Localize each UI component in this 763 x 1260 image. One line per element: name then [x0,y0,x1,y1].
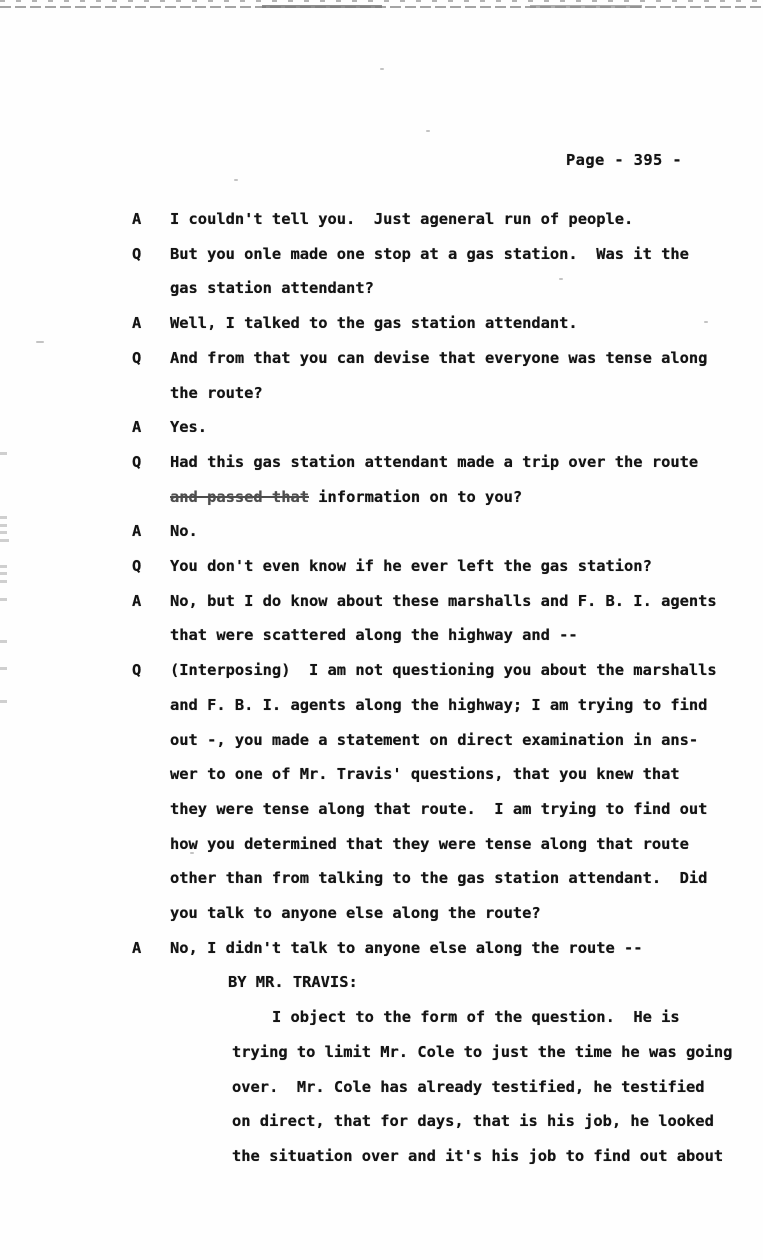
line-text: And from that you can devise that everyone was tense along [170,348,708,367]
line-text: (Interposing) I am not questioning you about the marshalls [170,661,717,680]
line-text: that were scattered along the highway and -- [170,626,578,645]
scan-artifact-top-dots [0,0,763,2]
transcript-line [0,237,763,272]
speaker-label: A [132,522,142,541]
transcript-line [0,445,763,480]
scan-artifact-top-dark-segment [262,5,382,8]
speaker-label: Q [132,452,142,471]
transcript-line [0,653,763,688]
transcript-line [0,584,763,619]
speaker-label: Q [132,348,142,367]
line-text: Had this gas station attendant made a trip over the route [170,452,699,471]
scan-speck [380,68,384,70]
transcript-line [0,1104,763,1139]
scan-speck [426,130,430,132]
transcript-line [0,792,763,827]
transcript-line [0,376,763,411]
line-text: and F. B. I. agents along the highway; I am trying to find [170,695,708,714]
line-text: But you onle made one stop at a gas station. Was it the [170,244,689,263]
speaker-label: A [132,418,142,437]
transcript-line [0,480,763,515]
transcript-line [0,1070,763,1105]
line-text: No. [170,522,198,541]
transcript-line [0,688,763,723]
scan-speck [234,179,238,181]
speaker-label: Q [132,661,142,680]
transcript-line [0,271,763,306]
line-text: You don't even know if he ever left the gas station? [170,557,652,576]
line-text: I object to the form of the question. He is [272,1008,680,1027]
transcript-line [0,931,763,966]
line-text: over. Mr. Cole has already testified, he testified [232,1077,705,1096]
line-text: on direct, that for days, that is his job, he looked [232,1112,714,1131]
speaker-label: A [132,210,142,228]
line-text: I couldn't tell you. Just ageneral run of people. [170,210,634,228]
transcript-line [0,1000,763,1035]
line-text: other than from talking to the gas station attendant. Did [170,869,708,888]
transcript-line [0,202,763,237]
speaker-label: A [132,314,142,333]
transcript-line [0,723,763,758]
speaker-label: Q [132,244,142,263]
transcript-line [0,861,763,896]
line-text: out -, you made a statement on direct examination in ans- [170,730,699,749]
transcript-line [0,896,763,931]
line-text: gas station attendant? [170,279,374,298]
line-text: Well, I talked to the gas station attendant. [170,314,578,333]
line-text: No, but I do know about these marshalls and F. B. I. agents [170,591,717,610]
transcript-line [0,341,763,376]
transcript-line [0,306,763,341]
scan-artifact-top-dark-segment [530,5,642,8]
page-number: Page - 395 - [566,151,682,169]
transcript-line [0,1139,763,1174]
speaker-label: Q [132,557,142,576]
transcript-line [0,827,763,862]
transcript-line [0,410,763,445]
line-text: the route? [170,383,263,402]
speaker-label: A [132,938,142,957]
line-text: Yes. [170,418,208,437]
transcript-line [0,1035,763,1070]
line-text: BY MR. TRAVIS: [228,973,358,992]
line-text: trying to limit Mr. Cole to just the time he was going [232,1042,733,1061]
transcript-line [0,618,763,653]
transcript-line [0,549,763,584]
line-text: they were tense along that route. I am trying to find out [170,799,708,818]
transcript-line [0,514,763,549]
line-text: you talk to anyone else along the route? [170,904,541,923]
line-text: wer to one of Mr. Travis' questions, that you knew that [170,765,680,784]
line-text: the situation over and it's his job to find out about [232,1146,724,1165]
speaker-label: A [132,591,142,610]
line-text: how you determined that they were tense along that route [170,834,689,853]
line-text: No, I didn't talk to anyone else along the route -- [170,938,643,957]
transcript-line [0,757,763,792]
transcript-line [0,965,763,1000]
transcript-body [0,202,763,1174]
line-text: and passed that information on to you? [170,487,523,506]
